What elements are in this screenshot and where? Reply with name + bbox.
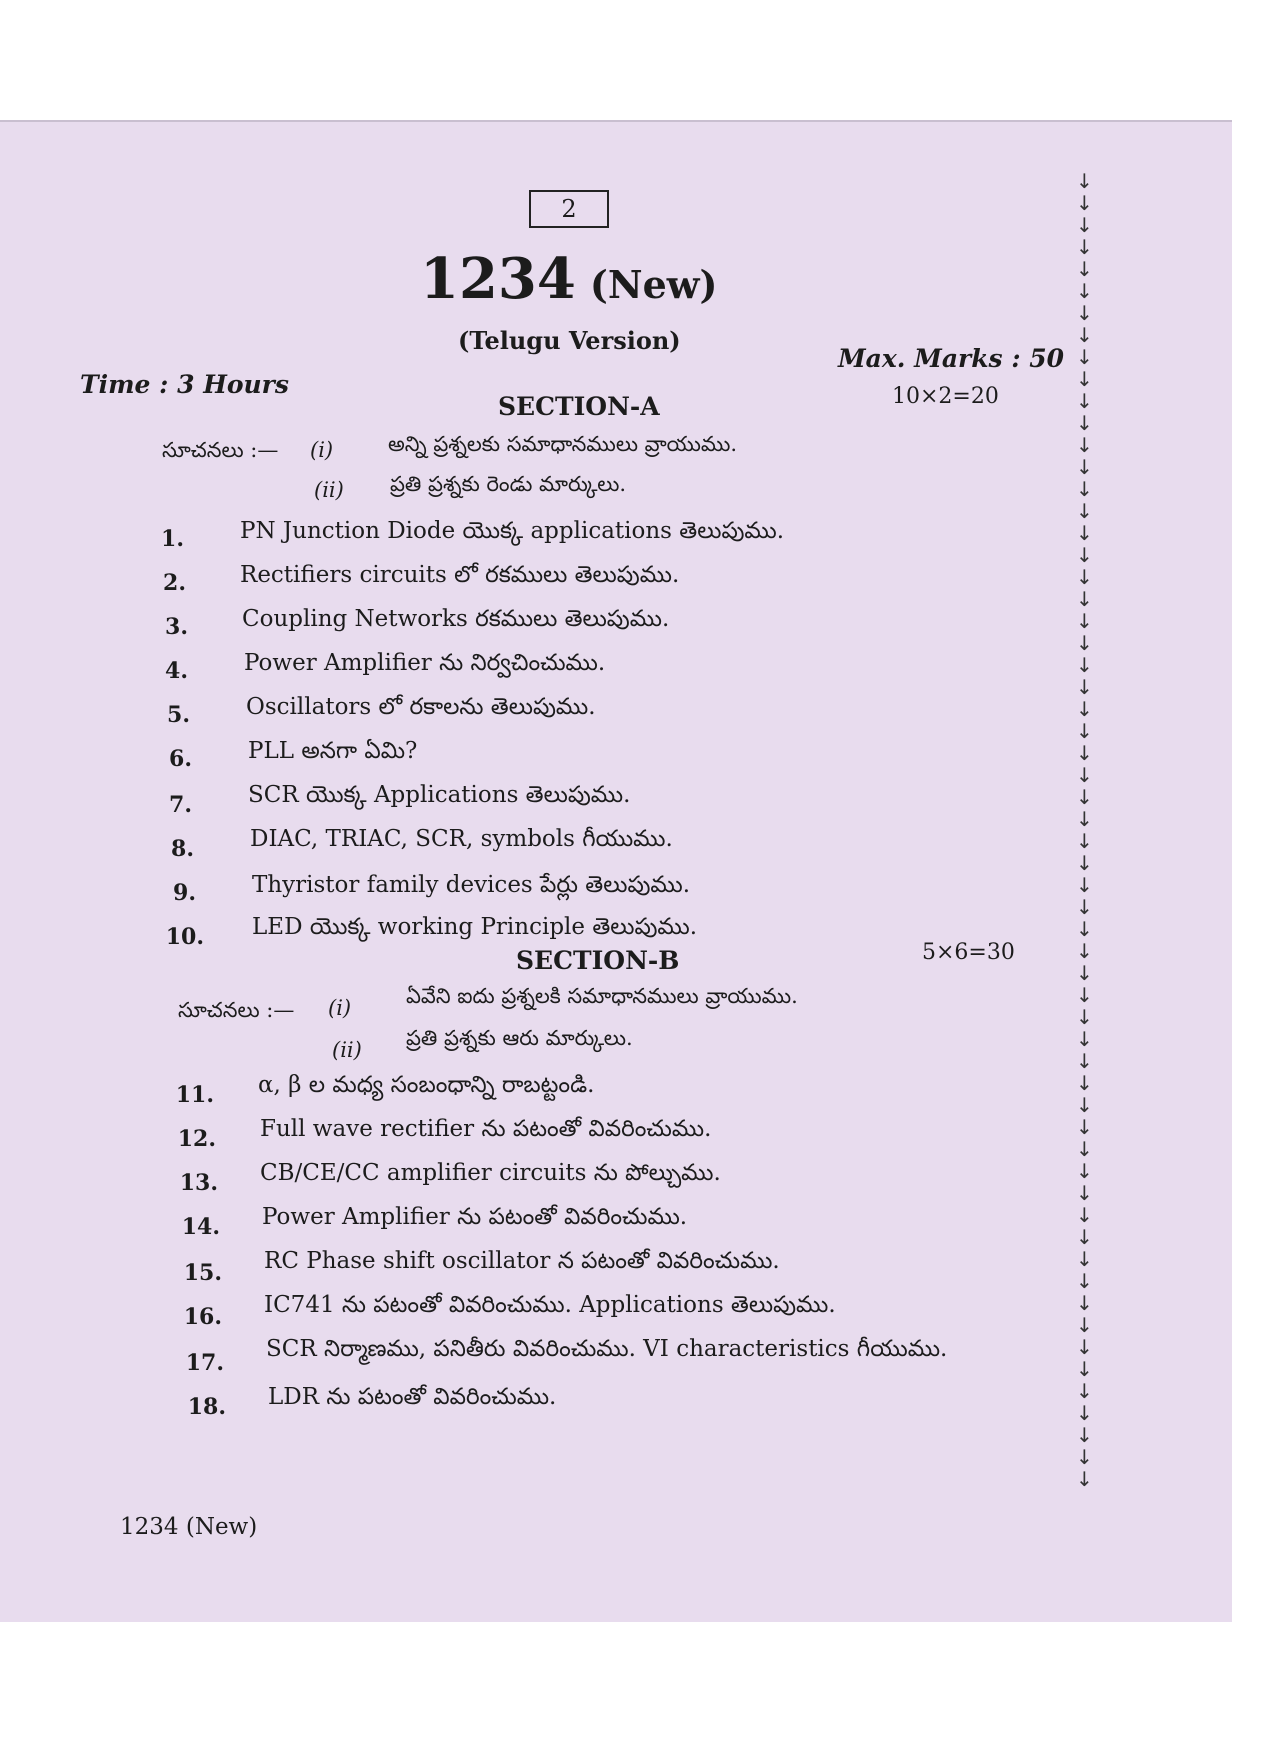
question-text: IC741 ను పటంతో వివరించుము. Applications తెలుపుము. (264, 1292, 836, 1318)
question-text: LED యొక్క working Principle తెలుపుము. (252, 914, 698, 940)
section-b-note-text: ప్రతి ప్రశ్నకు ఆరు మార్కులు. (406, 1026, 633, 1050)
section-b-note-text: ఏవేని ఐదు ప్రశ్నలకి సమాధానములు వ్రాయుము. (406, 984, 798, 1008)
paper-code: 1234 (420, 246, 576, 312)
question-number: 2. (163, 570, 186, 596)
question-number: 18. (187, 1394, 226, 1420)
down-arrow-icon: ↓↓↓↓↓↓↓↓↓↓↓↓↓↓↓↓↓↓↓↓↓↓↓↓↓↓↓↓↓↓↓↓↓↓↓↓↓↓↓↓↓↓↓↓↓↓↓↓↓↓↓↓↓↓↓↓↓↓↓↓ (1076, 169, 1093, 1491)
question-text: SCR యొక్క Applications తెలుపుము. (248, 782, 631, 808)
question-text: Coupling Networks రకములు తెలుపుము. (242, 606, 670, 632)
paper-code-title (420, 246, 717, 312)
down-arrow-column (1068, 170, 1098, 1490)
question-number: 7. (169, 792, 192, 818)
question-number: 17. (185, 1350, 224, 1376)
question-number: 12. (177, 1126, 216, 1152)
question-text: Oscillators లో రకాలను తెలుపుము. (246, 694, 596, 720)
question-number: 9. (173, 880, 196, 906)
section-a-marks: 10×2=20 (892, 384, 999, 409)
paper-code-suffix: (New) (589, 262, 718, 307)
question-number: 4. (165, 658, 188, 684)
question-text: RC Phase shift oscillator న పటంతో వివరించుము. (264, 1248, 780, 1274)
section-b-note-num: (i) (328, 996, 352, 1020)
footer-code: 1234 (New) (120, 1514, 258, 1540)
question-text: PN Junction Diode యొక్క applications తెలుపుము. (240, 518, 785, 544)
question-number: 8. (171, 836, 194, 862)
question-text: Power Amplifier ను నిర్వచించుము. (244, 650, 606, 676)
question-text: Thyristor family devices పేర్లు తెలుపుము. (252, 872, 691, 898)
question-text: Power Amplifier ను పటంతో వివరించుము. (262, 1204, 688, 1230)
question-text: Full wave rectifier ను పటంతో వివరించుము. (260, 1116, 712, 1142)
question-text: PLL అనగా ఏమి? (248, 738, 418, 764)
question-number: 6. (169, 746, 192, 772)
section-a-title: SECTION-A (498, 392, 660, 421)
section-b-note-label: సూచనలు :— (178, 998, 295, 1022)
question-text: Rectifiers circuits లో రకములు తెలుపుము. (240, 562, 680, 588)
question-text: DIAC, TRIAC, SCR, symbols గీయుము. (250, 826, 673, 852)
question-number: 16. (183, 1304, 222, 1330)
question-text: LDR ను పటంతో వివరించుము. (268, 1384, 557, 1410)
section-b-note-num: (ii) (332, 1038, 362, 1062)
section-a-note-num: (ii) (314, 478, 344, 502)
question-number: 10. (165, 924, 204, 950)
section-a-note-text: ప్రతి ప్రశ్నకు రెండు మార్కులు. (390, 472, 627, 496)
question-number: 13. (179, 1170, 218, 1196)
question-number: 14. (181, 1214, 220, 1240)
max-marks-label: Max. Marks : 50 (838, 344, 1065, 373)
question-text: α, β ల మధ్య సంబంధాన్ని రాబట్టండి. (258, 1072, 595, 1098)
question-number: 1. (161, 526, 184, 552)
section-a-note-label: సూచనలు :— (162, 438, 279, 462)
section-a-note-num: (i) (310, 438, 334, 462)
section-b-marks: 5×6=30 (922, 940, 1015, 965)
question-number: 11. (175, 1082, 214, 1108)
time-label: Time : 3 Hours (80, 370, 289, 399)
question-text: SCR నిర్మాణము, పనితీరు వివరించుము. VI characteristics గీయుము. (266, 1336, 948, 1362)
page-number-box: 2 (529, 190, 609, 228)
section-b-title: SECTION-B (516, 946, 680, 975)
question-number: 5. (167, 702, 190, 728)
question-number: 15. (183, 1260, 222, 1286)
question-text: CB/CE/CC amplifier circuits ను పోల్చుము. (260, 1160, 721, 1186)
question-number: 3. (165, 614, 188, 640)
version-label: (Telugu Version) (458, 326, 681, 355)
section-a-note-text: అన్ని ప్రశ్నలకు సమాధానములు వ్రాయుము. (388, 432, 738, 456)
